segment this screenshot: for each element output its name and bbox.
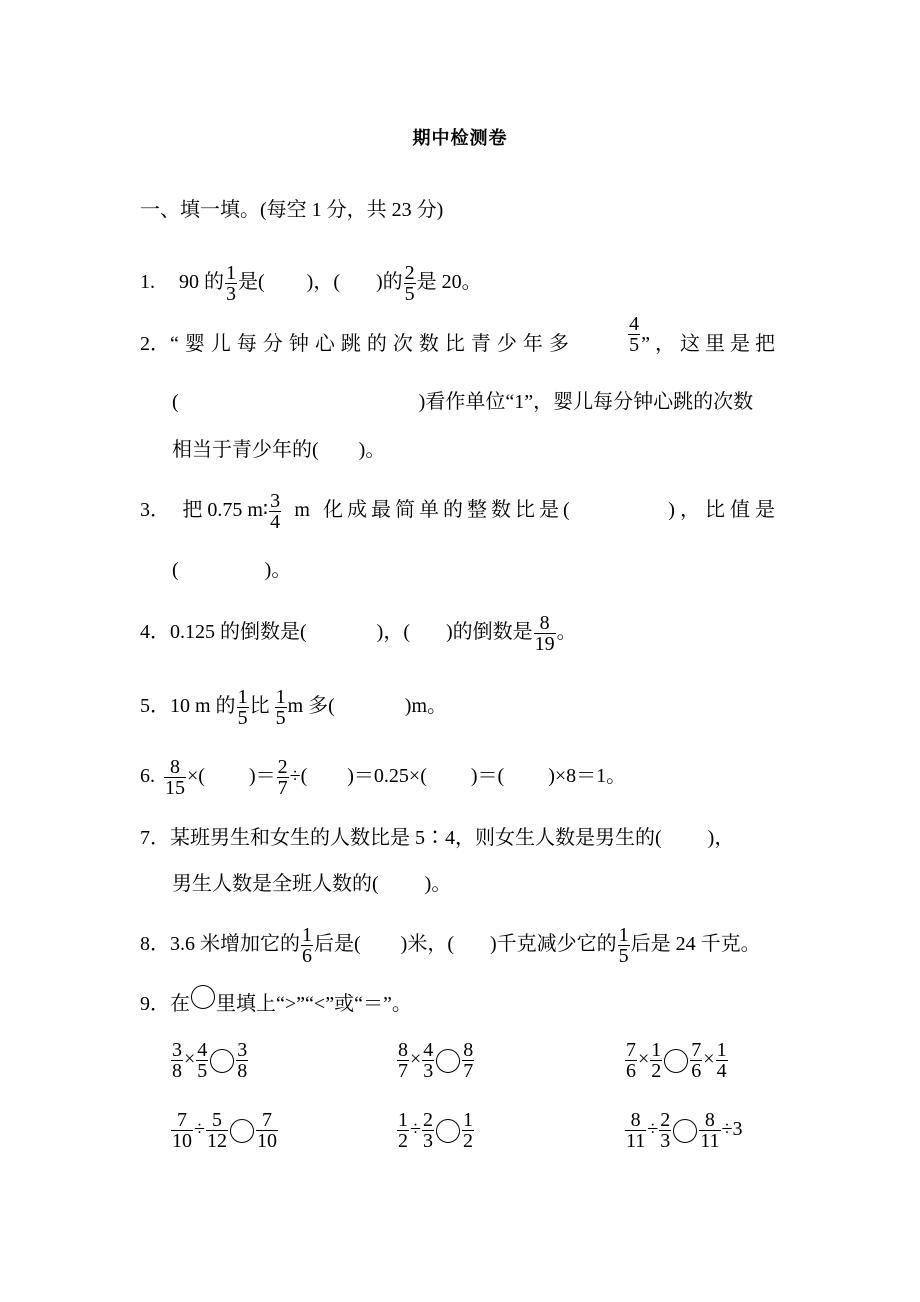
r1c1-n3: 3 xyxy=(237,1039,248,1061)
q8-number: 8． xyxy=(140,933,170,955)
r1c3-frac-4 xyxy=(716,1040,728,1081)
q1-fraction-1 xyxy=(225,263,237,304)
q6-fraction-2 xyxy=(277,757,289,798)
r2c2-n1: 1 xyxy=(398,1109,408,1131)
r2c3-d2: 3 xyxy=(660,1130,671,1152)
r2c2-compare-circle[interactable] xyxy=(436,1119,460,1143)
r2c3-d3: 11 xyxy=(700,1130,720,1152)
q1-f2-den: 5 xyxy=(404,282,415,305)
question-1 xyxy=(140,252,482,312)
q6-text-d: )＝0.25×( xyxy=(347,765,427,787)
r1c1-frac-1 xyxy=(171,1040,183,1081)
q6-f2-num: 2 xyxy=(277,755,288,778)
q1-f2-num: 2 xyxy=(404,261,415,284)
question-3-line-2 xyxy=(172,556,291,584)
r2c2-n2: 2 xyxy=(422,1109,433,1131)
q8-fraction-2 xyxy=(618,925,630,966)
q1-f1-num: 1 xyxy=(226,261,236,284)
r1c3-compare-circle[interactable] xyxy=(664,1049,688,1073)
q8-f1-den: 6 xyxy=(302,944,312,967)
q7-line2-close: )。 xyxy=(424,873,452,895)
r2c2-d3: 2 xyxy=(462,1130,473,1152)
question-6 xyxy=(140,746,626,806)
q3-fraction xyxy=(269,491,281,532)
r1c3-d3: 6 xyxy=(691,1060,702,1082)
r1c3-n1: 7 xyxy=(626,1039,636,1061)
q4-text-d: 。 xyxy=(556,621,577,643)
r2c1-d2: 12 xyxy=(206,1130,227,1152)
q4-text-b: )，( xyxy=(376,621,410,643)
r2c2-frac-2 xyxy=(422,1110,434,1151)
r2c3-frac-1 xyxy=(625,1110,646,1151)
r1c1-compare-circle[interactable] xyxy=(210,1049,234,1073)
q4-text-c: )的倒数是 xyxy=(446,621,533,643)
r1c3-n3: 7 xyxy=(691,1039,702,1061)
question-2-line-2 xyxy=(172,388,753,416)
r1c2-frac-3 xyxy=(462,1040,474,1081)
q4-number: 4． xyxy=(140,621,170,643)
r1c3-op2: × xyxy=(703,1048,715,1071)
compare-r1c2 xyxy=(396,1040,475,1081)
r1c1-frac-3 xyxy=(236,1040,248,1081)
q1-fraction-2 xyxy=(404,263,416,304)
r1c2-frac-1 xyxy=(397,1040,409,1081)
compare-r2c3 xyxy=(624,1110,743,1151)
r1c2-frac-2 xyxy=(422,1040,434,1081)
circle-icon xyxy=(191,985,215,1009)
compare-r2c2 xyxy=(396,1110,475,1151)
q6-text-e: )＝( xyxy=(470,765,505,787)
q2-text-b: ”，这里是把 xyxy=(641,333,780,355)
q8-f2-num: 1 xyxy=(618,923,629,946)
q1-text-a: 90 的 xyxy=(179,271,224,293)
r1c1-d1: 8 xyxy=(172,1060,182,1082)
r1c3-d1: 6 xyxy=(626,1060,636,1082)
r2c3-op: ÷ xyxy=(647,1118,659,1141)
r2c3-tail: ÷3 xyxy=(721,1118,743,1141)
q7-number: 7． xyxy=(140,827,170,849)
r1c3-n4: 1 xyxy=(716,1039,727,1061)
q8-f1-num: 1 xyxy=(302,923,312,946)
q8-text-d: )千克减少它的 xyxy=(490,933,617,955)
q1-text-d: )的 xyxy=(376,271,403,293)
q3-text-c: )，比值是 xyxy=(668,499,780,521)
r2c1-frac-1 xyxy=(171,1110,193,1151)
q2-text-a xyxy=(170,314,627,374)
q1-f1-den: 3 xyxy=(226,282,236,305)
q2-f-den: 5 xyxy=(629,334,640,356)
q2-number: 2． xyxy=(140,333,170,355)
q3-text-b: m 化成最简单的整数比是( xyxy=(294,499,574,521)
r2c3-compare-circle[interactable] xyxy=(673,1119,697,1143)
r2c2-frac-1 xyxy=(397,1110,409,1151)
q5-text-d: )m。 xyxy=(404,695,447,717)
q5-f1-num: 1 xyxy=(237,685,248,708)
r2c2-op: ÷ xyxy=(410,1118,421,1141)
r2c2-n3: 1 xyxy=(462,1109,473,1131)
q2-line2-text: )看作单位“1”，婴儿每分钟心跳的次数 xyxy=(418,391,754,413)
q8-text-b: 后是( xyxy=(314,933,361,955)
r2c1-n2: 5 xyxy=(211,1109,222,1131)
r1c3-d2: 2 xyxy=(651,1060,662,1082)
r1c2-op: × xyxy=(410,1048,422,1071)
question-2-line-1 xyxy=(140,314,780,374)
q3-f-den: 4 xyxy=(270,510,281,533)
q6-f2-den: 7 xyxy=(277,776,288,799)
r1c2-n3: 8 xyxy=(463,1039,474,1061)
compare-r2c1 xyxy=(170,1110,279,1151)
question-4 xyxy=(140,602,577,662)
r1c1-n1: 3 xyxy=(172,1039,182,1061)
r1c3-frac-2 xyxy=(650,1040,662,1081)
page-title: 期中检测卷 xyxy=(412,128,508,149)
q1-text-e: 是 20。 xyxy=(416,271,482,293)
r1c2-d2: 3 xyxy=(423,1060,434,1082)
r2c1-compare-circle[interactable] xyxy=(230,1119,254,1143)
q5-text-a: 10 m 的 xyxy=(170,695,236,717)
r2c3-frac-2 xyxy=(659,1110,671,1151)
compare-r1c3 xyxy=(624,1040,729,1081)
r1c3-op: × xyxy=(638,1048,650,1071)
q2-text-a-content: “婴儿每分钟心跳的次数比青少年多 xyxy=(170,333,575,355)
q1-text-b: 是( xyxy=(238,271,265,293)
q5-f1-den: 5 xyxy=(237,706,248,729)
q4-f-num: 8 xyxy=(539,611,550,634)
r2c1-d1: 10 xyxy=(172,1130,192,1152)
q8-fraction-1 xyxy=(301,925,313,966)
r2c1-d3: 10 xyxy=(256,1130,277,1152)
q2-line3-close: )。 xyxy=(358,439,386,461)
r2c2-d1: 2 xyxy=(398,1130,408,1152)
r2c1-frac-2 xyxy=(206,1110,228,1151)
r2c1-op: ÷ xyxy=(194,1118,205,1141)
q1-number: 1. xyxy=(140,271,155,293)
r1c1-d2: 5 xyxy=(197,1060,208,1082)
q5-number: 5． xyxy=(140,695,170,717)
r1c3-n2: 1 xyxy=(651,1039,662,1061)
q2-fraction xyxy=(628,314,640,374)
q5-text-b: 比 xyxy=(249,695,270,717)
q6-fraction-1 xyxy=(164,757,186,798)
r1c1-frac-2 xyxy=(196,1040,208,1081)
q8-text-e: 后是 24 千克。 xyxy=(630,933,761,955)
q4-text-a: 0.125 的倒数是( xyxy=(170,621,307,643)
question-7-line-2 xyxy=(172,870,451,898)
r1c2-d1: 7 xyxy=(398,1060,408,1082)
q6-text-f: )×8＝1。 xyxy=(548,765,627,787)
r2c3-n3: 8 xyxy=(704,1109,715,1131)
q2-line3-text: 相当于青少年的( xyxy=(172,439,319,461)
r1c1-d3: 8 xyxy=(237,1060,248,1082)
r2c3-n1: 8 xyxy=(630,1109,641,1131)
r2c1-n1: 7 xyxy=(177,1109,187,1131)
q6-text-c: ÷( xyxy=(289,765,308,787)
r2c1-frac-3 xyxy=(256,1110,278,1151)
q6-f1-num: 8 xyxy=(170,755,180,778)
r1c3-frac-3 xyxy=(690,1040,702,1081)
q3-number: 3． xyxy=(140,499,170,521)
q6-text-a: ×( xyxy=(187,765,205,787)
r1c1-op: × xyxy=(184,1048,196,1071)
question-9 xyxy=(140,990,412,1018)
r1c3-d4: 4 xyxy=(716,1060,727,1082)
question-7-line-1 xyxy=(140,824,734,852)
r1c3-frac-1 xyxy=(625,1040,637,1081)
q4-f-den: 19 xyxy=(534,632,555,655)
r2c2-frac-3 xyxy=(462,1110,474,1151)
q2-f-num: 4 xyxy=(629,313,640,335)
q6-f1-den: 15 xyxy=(165,776,185,799)
r1c2-n1: 8 xyxy=(398,1039,408,1061)
r2c3-d1: 11 xyxy=(626,1130,646,1152)
q5-fraction-2 xyxy=(275,687,287,728)
q4-fraction xyxy=(534,613,556,654)
q3-f-num: 3 xyxy=(270,489,281,512)
q6-text-b: )＝ xyxy=(248,765,276,787)
q5-fraction-1 xyxy=(237,687,249,728)
r2c1-n3: 7 xyxy=(261,1109,272,1131)
r1c1-n2: 4 xyxy=(197,1039,208,1061)
q5-f2-den: 5 xyxy=(275,706,286,729)
r1c2-n2: 4 xyxy=(423,1039,434,1061)
q7-text-a: 某班男生和女生的人数比是 5∶4，则女生人数是男生的( xyxy=(170,827,662,849)
question-3-line-1 xyxy=(140,480,780,540)
q6-number: 6. xyxy=(140,765,155,787)
r2c3-frac-3 xyxy=(699,1110,720,1151)
q7-text-b: )， xyxy=(707,827,735,849)
section-heading: 一、填一填。(每空 1 分，共 23 分) xyxy=(140,199,444,221)
q1-text-c: )，( xyxy=(306,271,340,293)
r1c2-d3: 7 xyxy=(463,1060,474,1082)
question-5 xyxy=(140,676,447,736)
q9-text-a: 在 xyxy=(170,993,190,1015)
q8-f2-den: 5 xyxy=(618,944,629,967)
q8-text-a: 3.6 米增加它的 xyxy=(170,933,300,955)
q5-text-c: m 多( xyxy=(287,695,335,717)
q3-line2-close: )。 xyxy=(264,559,292,581)
r1c2-compare-circle[interactable] xyxy=(436,1049,460,1073)
question-2-line-3 xyxy=(172,436,385,464)
r2c3-n2: 2 xyxy=(660,1109,671,1131)
q5-f2-num: 1 xyxy=(275,685,286,708)
compare-r1c1 xyxy=(170,1040,249,1081)
q7-line2-text: 男生人数是全班人数的( xyxy=(172,873,379,895)
q8-text-c: )米，( xyxy=(400,933,454,955)
q2-line2-open: ( xyxy=(172,391,179,413)
q3-line2-open: ( xyxy=(172,559,179,581)
q3-blank-1[interactable] xyxy=(586,480,656,540)
q9-number: 9． xyxy=(140,993,170,1015)
r2c2-d2: 3 xyxy=(422,1130,433,1152)
q3-text-a: 把 0.75 m∶ xyxy=(182,499,269,521)
question-8 xyxy=(140,914,761,974)
q9-text-b: 里填上“>”“<”或“＝”。 xyxy=(216,993,412,1015)
